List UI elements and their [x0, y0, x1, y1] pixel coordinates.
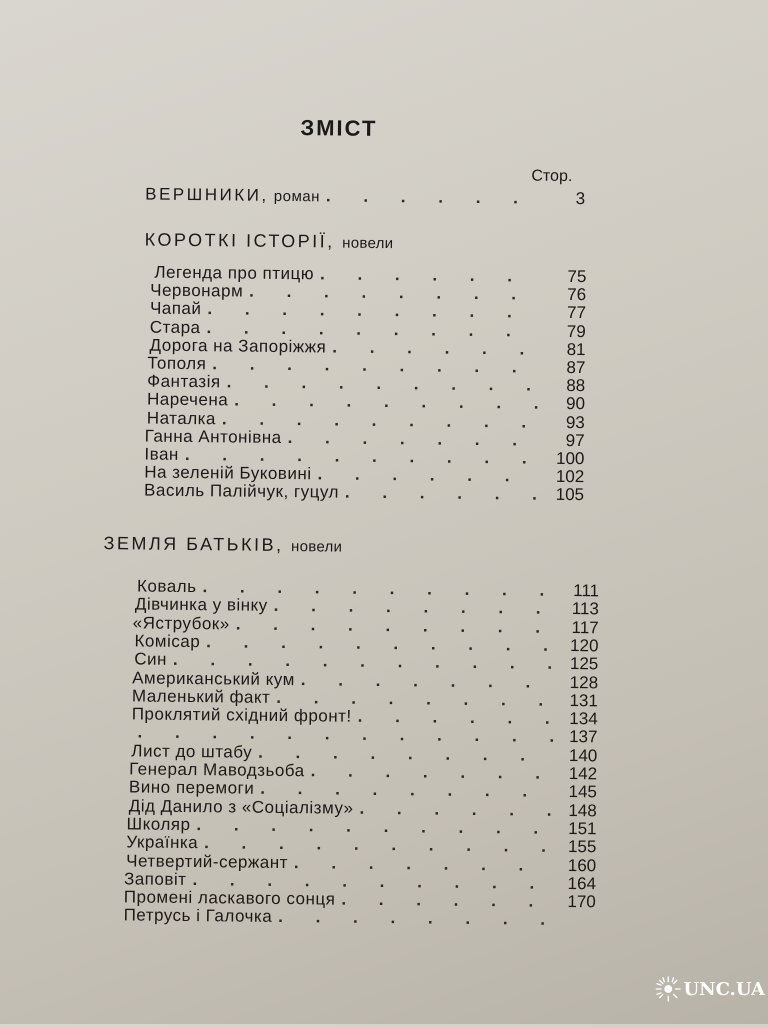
leader-dots — [359, 799, 552, 819]
sun-logo-icon — [655, 969, 681, 1009]
toc-entry-title: Американський кум — [132, 669, 295, 689]
toc-entry-title: Заповіт — [124, 870, 187, 889]
toc-entry-title: Легенда про птицю — [154, 264, 314, 284]
toc-entry-page: 140 — [559, 747, 597, 765]
toc-entry-title: Промені ласкавого сонця — [124, 888, 336, 908]
leader-dots — [311, 762, 554, 783]
leader-dots — [345, 484, 540, 504]
toc-main-title: ВЕРШНИКИ, — [145, 185, 269, 205]
toc-entry-title: Тополя — [147, 355, 206, 374]
section-subtitle: новели — [291, 538, 342, 556]
leader-dots — [294, 854, 552, 875]
leader-dots — [341, 891, 552, 911]
page-title: ЗМІСТ — [4, 112, 674, 145]
watermark-text: UNC.UA — [683, 979, 765, 1000]
leader-dots — [358, 708, 554, 728]
section-heading — [145, 230, 394, 254]
toc-main-subtitle: роман — [274, 188, 320, 205]
leader-dots — [301, 671, 554, 692]
toc-entry-page: 113 — [561, 600, 599, 618]
section-title: ЗЕМЛЯ БАТЬКІВ, — [103, 533, 283, 555]
toc-entry-title: Син — [134, 651, 167, 669]
toc-entry-page: 145 — [559, 783, 597, 801]
section-heading — [103, 533, 342, 556]
toc-entry-page: 102 — [546, 468, 584, 486]
toc-main-title-wrap — [145, 186, 320, 207]
toc-entry-title: На зеленій Буковині — [144, 464, 311, 484]
toc-entry-title: Дорога на Запоріжжя — [150, 336, 327, 356]
toc-entry-title: Коваль — [137, 577, 197, 596]
toc-entry-title: Петрусь і Галочка — [124, 907, 273, 927]
toc-entry-page: 79 — [548, 322, 586, 340]
leader-dots — [278, 908, 552, 929]
watermark — [655, 964, 765, 1014]
toc-entry-page: 90 — [547, 395, 585, 413]
page-column-header: Стор. — [531, 168, 572, 186]
toc-entry-title: Ганна Антонівна — [145, 427, 282, 446]
toc-entry-page: 87 — [547, 359, 585, 377]
leader-dots — [317, 466, 540, 486]
section-list-1 — [5, 0, 768, 4]
toc-entry-page: 76 — [548, 286, 586, 304]
toc-entry-page: 75 — [548, 268, 586, 286]
toc-entry-page: 134 — [560, 710, 598, 728]
toc-entry-title: Лист до штабу — [131, 742, 252, 761]
leader-dots — [288, 429, 541, 450]
toc-entry-page: 81 — [547, 341, 585, 359]
toc-entry-title: Василь Палійчук, гуцул — [144, 482, 339, 502]
leader-dots — [332, 338, 541, 358]
toc-entry-title: Школяр — [126, 815, 190, 834]
leader-dots — [320, 265, 542, 285]
toc-entry-page: 164 — [558, 875, 596, 893]
toc-main-page: 3 — [547, 190, 585, 208]
toc-main-entry — [145, 186, 585, 210]
toc-entry-page: 137 — [559, 728, 597, 746]
section-subtitle: новели — [342, 235, 393, 253]
toc-entry-title: «Яструбок» — [133, 614, 230, 633]
toc-entry-page: 100 — [546, 450, 584, 468]
toc-entry-title: Чапай — [150, 300, 202, 319]
toc-entry-page: 105 — [546, 486, 584, 504]
toc-entry-title: Комісар — [134, 632, 200, 651]
toc-entry-page: 170 — [558, 893, 596, 911]
toc-entry-title: Четвертий-сержант — [126, 852, 288, 872]
toc-entry-title: Іван — [144, 446, 179, 464]
section-list-2 — [5, 0, 768, 4]
toc-entry-title: Дівчинка у вінку — [135, 596, 268, 615]
toc-entry-page: 117 — [561, 618, 599, 636]
toc-entry-title: Українка — [126, 834, 198, 853]
toc-entry-title: Фантазія — [147, 373, 221, 392]
toc-entry-title: Маленький факт — [132, 687, 271, 706]
toc-entry-page: 131 — [560, 692, 598, 710]
toc-entry-page: 77 — [548, 304, 586, 322]
toc-entry-page: 111 — [561, 582, 599, 600]
toc-entry-title: Наречена — [147, 391, 228, 410]
toc-entry — [124, 907, 596, 930]
toc-entry-title: Стара — [150, 318, 201, 337]
toc-entry-page: 97 — [547, 432, 585, 450]
toc-entry-title: Червонарм — [150, 282, 243, 301]
toc-entry-page: 125 — [560, 655, 598, 673]
leader-dots — [326, 187, 541, 207]
toc-entry-page: 88 — [547, 377, 585, 395]
toc-entry-title: Генерал Маводзьоба — [129, 760, 305, 780]
toc-entry-page: 151 — [558, 820, 596, 838]
toc-entry-title: Дід Данило з «Соціалізму» — [129, 797, 354, 817]
toc-entry-page: 142 — [559, 765, 597, 783]
toc-entry-title: Наталка — [147, 409, 216, 428]
toc-entry-title: Вино перемоги — [129, 779, 254, 798]
toc-entry-page: 155 — [558, 838, 596, 856]
toc-entry-page: 148 — [559, 801, 597, 819]
toc-entry-page: 93 — [547, 413, 585, 431]
toc-entry — [144, 482, 584, 505]
toc-entry-page: 128 — [560, 673, 598, 691]
toc-entry-title: Проклятий східний фронт! — [132, 706, 352, 726]
toc-entry-page: 160 — [558, 856, 596, 874]
toc-entry-page: 120 — [560, 637, 598, 655]
section-title: КОРОТКІ ІСТОРІЇ, — [145, 230, 335, 252]
